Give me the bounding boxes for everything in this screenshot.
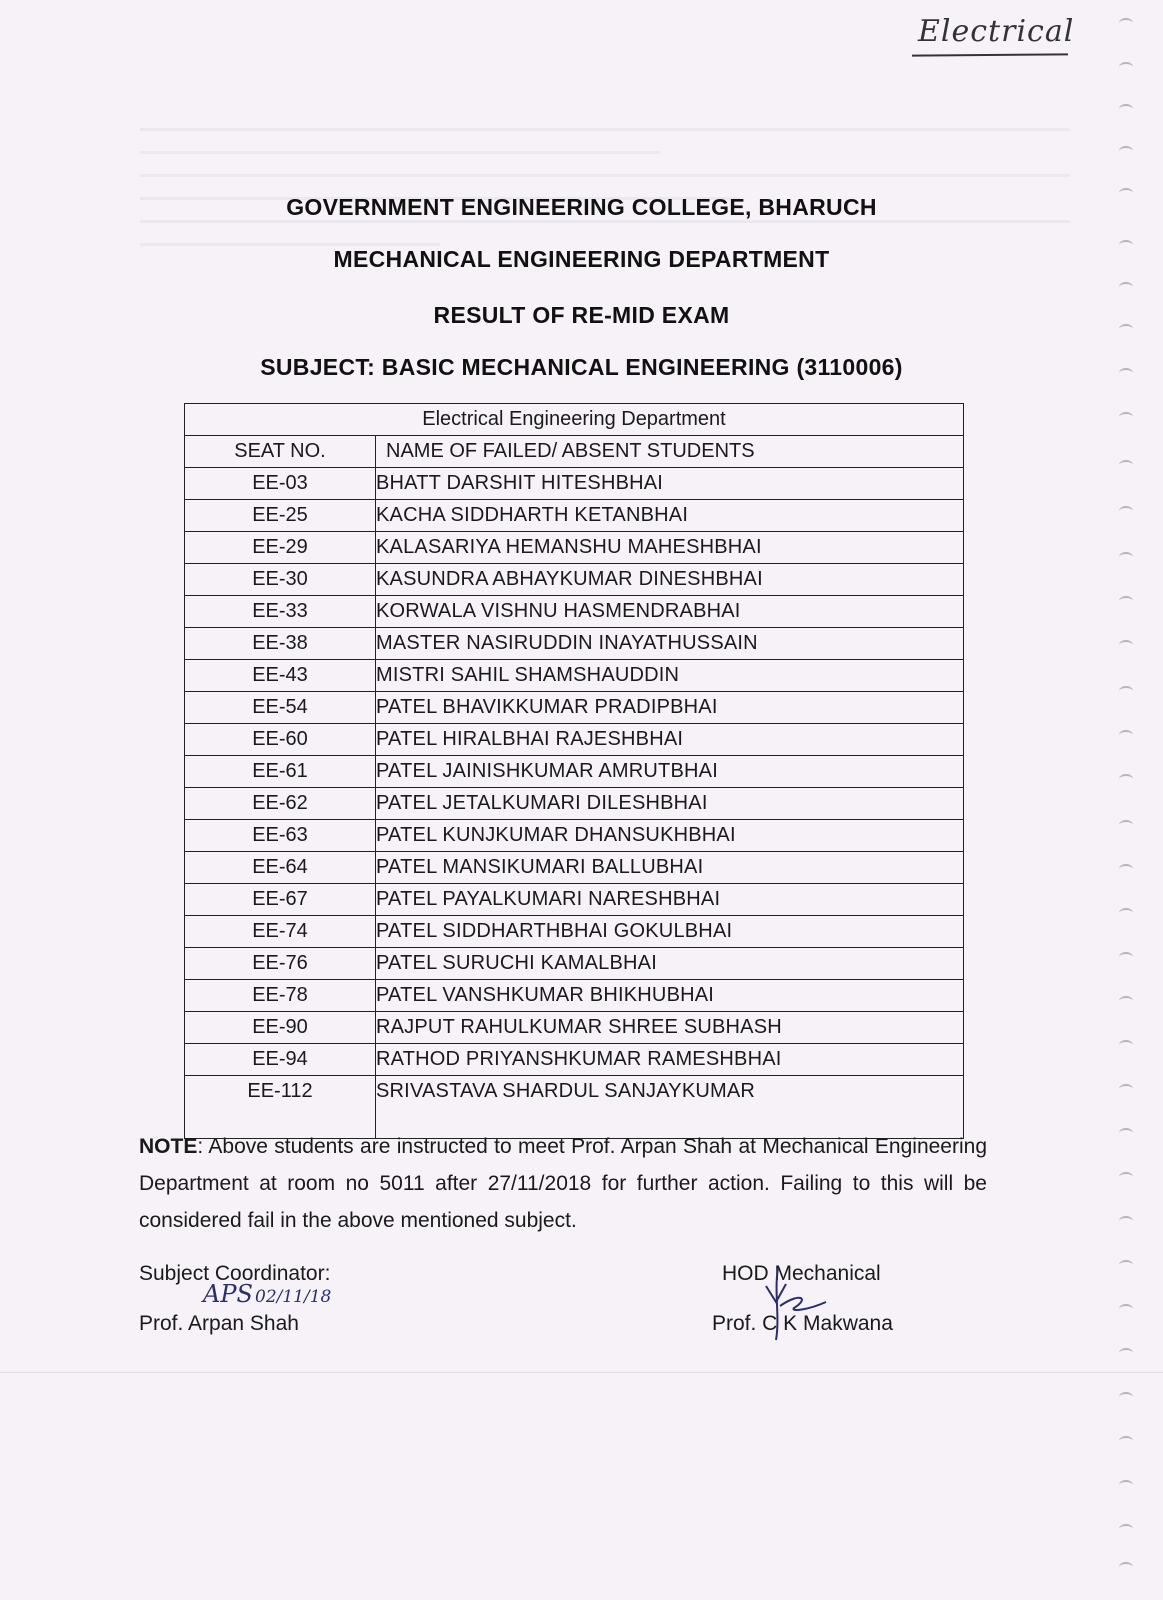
- note-text: : Above students are instructed to meet Prof. Arpan Shah at Mechanical Engineering Department at room no 5011 after 27/11/2018 for further action. Failing to this will be considered fail in the above mentioned subject.: [139, 1135, 987, 1232]
- department-title: MECHANICAL ENGINEERING DEPARTMENT: [333, 246, 830, 272]
- name-cell: KORWALA VISHNU HASMENDRABHAI: [376, 596, 964, 628]
- table-row: [185, 980, 964, 1012]
- name-cell: PATEL BHAVIKKUMAR PRADIPBHAI: [376, 692, 964, 724]
- seat-cell: EE-61: [185, 756, 376, 788]
- college-title: GOVERNMENT ENGINEERING COLLEGE, BHARUCH: [286, 194, 877, 220]
- name-cell: PATEL VANSHKUMAR BHIKHUBHAI: [376, 980, 964, 1012]
- seat-cell: EE-25: [185, 500, 376, 532]
- name-cell: PATEL HIRALBHAI RAJESHBHAI: [376, 724, 964, 756]
- seat-cell: EE-03: [185, 468, 376, 500]
- margin-note-underline: [912, 53, 1068, 56]
- name-cell: PATEL JETALKUMARI DILESHBHAI: [376, 788, 964, 820]
- table-row: [185, 916, 964, 948]
- table-row: [185, 948, 964, 980]
- seat-cell: EE-112: [185, 1076, 376, 1139]
- name-cell: KACHA SIDDHARTH KETANBHAI: [376, 500, 964, 532]
- seat-cell: EE-38: [185, 628, 376, 660]
- name-cell: PATEL PAYALKUMARI NARESHBHAI: [376, 884, 964, 916]
- table-row: [185, 724, 964, 756]
- seat-cell: EE-67: [185, 884, 376, 916]
- name-cell: PATEL KUNJKUMAR DHANSUKHBHAI: [376, 820, 964, 852]
- name-cell: BHATT DARSHIT HITESHBHAI: [376, 468, 964, 500]
- table-row: [185, 628, 964, 660]
- table-row: [185, 1012, 964, 1044]
- department-heading: Electrical Engineering Department: [185, 404, 964, 436]
- hod-name: Prof. C K Makwana: [712, 1312, 893, 1335]
- name-cell: KASUNDRA ABHAYKUMAR DINESHBHAI: [376, 564, 964, 596]
- table-row: [185, 884, 964, 916]
- hod-signature-mark: [760, 1262, 830, 1342]
- note-label: NOTE: [139, 1135, 198, 1158]
- seat-cell: EE-94: [185, 1044, 376, 1076]
- instruction-note: [139, 1128, 987, 1239]
- bleed-through-rule: [0, 1372, 1163, 1373]
- seat-cell: EE-74: [185, 916, 376, 948]
- seat-cell: EE-29: [185, 532, 376, 564]
- name-column-header: NAME OF FAILED/ ABSENT STUDENTS: [376, 436, 964, 468]
- name-cell: RATHOD PRIYANSHKUMAR RAMESHBHAI: [376, 1044, 964, 1076]
- table-row: [185, 692, 964, 724]
- handwritten-margin-note: Electrical: [918, 14, 1075, 49]
- table-row: [185, 820, 964, 852]
- name-cell: PATEL SIDDHARTHBHAI GOKULBHAI: [376, 916, 964, 948]
- seat-cell: EE-33: [185, 596, 376, 628]
- name-cell: MISTRI SAHIL SHAMSHAUDDIN: [376, 660, 964, 692]
- coordinator-role: Subject Coordinator:: [139, 1262, 331, 1285]
- name-cell: PATEL JAINISHKUMAR AMRUTBHAI: [376, 756, 964, 788]
- table-row: [185, 788, 964, 820]
- table-row: [185, 756, 964, 788]
- table-row: [185, 564, 964, 596]
- hod-role: HOD Mechanical: [722, 1262, 881, 1285]
- subject-title: SUBJECT: BASIC MECHANICAL ENGINEERING (3110006): [260, 354, 903, 380]
- name-cell: KALASARIYA HEMANSHU MAHESHBHAI: [376, 532, 964, 564]
- seat-cell: EE-78: [185, 980, 376, 1012]
- table-row: [185, 660, 964, 692]
- seat-cell: EE-63: [185, 820, 376, 852]
- name-cell: PATEL SURUCHI KAMALBHAI: [376, 948, 964, 980]
- seat-column-header: SEAT NO.: [185, 436, 376, 468]
- table-row: [185, 468, 964, 500]
- coordinator-name: Prof. Arpan Shah: [139, 1312, 299, 1335]
- table-header-row: [185, 436, 964, 468]
- table-department-row: [185, 404, 964, 436]
- seat-cell: EE-30: [185, 564, 376, 596]
- name-cell: RAJPUT RAHULKUMAR SHREE SUBHASH: [376, 1012, 964, 1044]
- seat-cell: EE-62: [185, 788, 376, 820]
- table-row: [185, 500, 964, 532]
- table-row: [185, 596, 964, 628]
- result-title: RESULT OF RE-MID EXAM: [433, 302, 730, 328]
- name-cell: PATEL MANSIKUMARI BALLUBHAI: [376, 852, 964, 884]
- seat-cell: EE-90: [185, 1012, 376, 1044]
- seat-cell: EE-76: [185, 948, 376, 980]
- name-cell: SRIVASTAVA SHARDUL SANJAYKUMAR: [376, 1076, 964, 1139]
- results-table: [184, 403, 964, 1139]
- handwritten-initials: APS: [203, 1280, 253, 1308]
- seat-cell: EE-54: [185, 692, 376, 724]
- seat-cell: EE-43: [185, 660, 376, 692]
- table-row: [185, 852, 964, 884]
- table-row: [185, 1044, 964, 1076]
- seat-cell: EE-64: [185, 852, 376, 884]
- table-row: [185, 532, 964, 564]
- name-cell: MASTER NASIRUDDIN INAYATHUSSAIN: [376, 628, 964, 660]
- seat-cell: EE-60: [185, 724, 376, 756]
- handwritten-date: 02/11/18: [255, 1287, 332, 1307]
